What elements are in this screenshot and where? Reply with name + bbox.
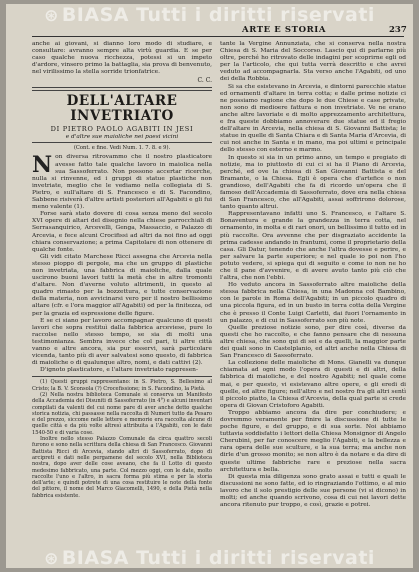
- body-paragraph-1-text: on diversa ritrovammo che il nostro plasticatore avesse fatto tale qualche lavoro in maiolica nella sua Sassoferrato. Non possono accertar ricerche, nulla si rinvenne, ed i gruppi di statue plastiche non invetriate, meglio che le vediamo nella collegiata di S. Pietro, e sull'altare di S. Francesco e di S. Facondino, Sabbene risiverà d'altre artisti posteriori all'Agabiti e gli fui meno valente (1).: [32, 154, 212, 211]
- footnote-2: (2) Nella nostra biblioteca Comunale si conserva un Manifesto della Accademia dei Disuniti di Sassoferrato (in 4°) e alcuni inventari compilati da valenti del cui nome pare di aver anche detto qualche storica notizia, chi passasse nella raccolta di Numeri tutto da Pesaro e del prezzo, siccome nelle lettere e memorie era raccolta alcune di quelle città e da più volte altresì attribuita a l'Agabiti, con le date 1540-50 e di varia cose.: [32, 391, 212, 436]
- watermark-bottom: [6, 547, 413, 568]
- footnote-divider: [32, 376, 212, 377]
- left-column: [32, 41, 212, 499]
- previous-article-signature: C. C.: [197, 77, 212, 85]
- body-paragraph-5: D'ignoto plasticatore, e l'altare invetriato rappresen-: [40, 367, 198, 374]
- article-subtitle: e d'altre sue maioliche nei paesi vicini: [65, 134, 179, 141]
- right-paragraph-9: Di questa mia diligenza sono grato assai e tutti e quali le discussioni ne sono fatte, ed io ringraziando l'ottimo, e al mio lavoro che il solo prestigio delle sue persone (vi si dicono) in molti; ed anche quando scrivono, cosa di cui nei lavori dette ancora ritenuto pur troppo, e così, grazie e potrei.: [220, 473, 406, 509]
- library-seal-icon: ⊛: [44, 549, 59, 568]
- scanned-page: [6, 4, 413, 568]
- running-header-section: ARTE E STORIA: [242, 25, 327, 35]
- right-paragraph-3: In questo si sia in un primo anno, un tempo e pregiato di notizie, ma io piuttosto di cui ci si ha il Piano di Arcevia, perché, ed ove la chiesa di San Giovanni Battista e del Bramante, o la Chiesa. Egli è opera che d'artefice o non grandioso, dell'Agabiti che fa di ricordo un'opera che il famoso dell'Accademia di Sassoferrato, dove era nella chiesa di San Francesco, che all'Agabiti, assai soffrirono dolorose, tanto quanto altrui.: [220, 154, 406, 211]
- right-paragraph-8: Troppo abbiamo ancora da dire per conchiudere; e dovremmo veramente per finire la discussione di tutte le poche figure, e del gruppo, e di sua sorte. Noi abbiamo tuttavia soddisfatto i lettori della Chiesa Monsignor di Angelo Cherubini, per far conoscere meglio l'Agabiti, e la bellezza e rara opera delle sue sculture, e la sua terra; ma anche non dirle d'un grosso monito; se non altro è da notare e da dire di queste ultime fabbriche rare e preziose nella sacra architettura e bella.: [220, 409, 406, 473]
- page-number: 237: [389, 25, 407, 35]
- watermark-text: BIASA Tutti i diritti riservati: [61, 547, 375, 568]
- footnotes: [32, 379, 212, 499]
- drop-cap: N: [32, 152, 53, 179]
- right-column: [220, 41, 406, 509]
- right-paragraph-7: La collezione delle maioliche di Mons. Gianelli va dunque chiamata ad ogni modo l'opera di questi e di altri, della fabbrica di maioliche, e del nostro Agabiti; nel quale come mai, e per questo, vi esistevano altre opere, e gli eredi di quelle, ed altre figure; nell'altro e nel nostro fra gli altri sentì il piccolo piatto, la Chiesa d'Arcevia, della qual parte si crede opera di Giovan Cristoforo Agabiti.: [220, 360, 406, 409]
- footnote-3: Inoltre nello stesso Palazzo Comunale da circa quattro secoli furono e sono nella scrittura della chiesa di San Francesco. Giovanni Battista Ricci di Arcevia, stando altri di Sassoferrato, dopo di arcipreti e dati nelle pergamene del secolo XVI, nella Biblioteca nostra, dopo aver delle cose aveano, che fa il Lotto di questo medesimo fabbricato, una parte. Col mezzo oggi, con le date, molto raccolte l'uno e l'altro, in sacra forma più stima e per la storia dell'arte; e quindi potrete di una cosa restituire le note della fonte del pittore, il nome del Marco Giacomelli, 1490, e della Pietà nella fabbrica esistente.: [32, 436, 212, 499]
- title-divider: [32, 142, 212, 143]
- watermark-text: BIASA Tutti i diritti riservati: [61, 4, 375, 26]
- body-paragraph-3: Gli vidi citato Marchese Ricci assegna che Arcevia nella stesso pioppo di pergole, ma che un gruppo di plastiche non invetriata, una fabbrica di maioliche, dalla quale uscirono buoni lavori tutti la metà che in altre tromonti d'altare. Non d'averne voluto altrimenti, in questo al quadro rimasto per la bozzettura, e tutte conservazione della materia, non avvicinarsi vero per il nostro bellissimo altare (cfr. e l'ora maggior all'Agabiti) od per la finitezza, od per la grazia ed espressione delle figure.: [32, 253, 212, 317]
- library-seal-icon: ⊛: [44, 6, 59, 26]
- body-paragraph-4: E se ci siano per lavoro accompagnar qualcuno di questi lavori che sopra restituì dalla fabbrica arceviese, pure lo raccolse nello stesso tempo, se sia di molti una testimonianza. Sembra invece che col pari, ti altre città vanno e altre ancora, sia pur esservi, sarà particolare vicenda, tanto più di aver salvatesi sono questo, di fabbrica di maioliche o di qualunque altro, nomi, e dati cattivi (2).: [32, 317, 212, 367]
- right-paragraph-5: Ho veduto ancora in Sassoferrato altre maioliche della stessa fabbrica nella Chiesa, in una Madonna col Bambino, con le parole in Roma dell'Agabiti; in un piccolo quadro di una piccola figura, ed in un busto in terra cotta della Vergine che è presso il Conte Luigi Carletti, dai fuori l'ornamento in un palazzo, e di cui in Sassoferrato son più note.: [220, 282, 406, 324]
- article-byline: DI PIETRO PAOLO AGABITI IN JESI: [50, 125, 194, 134]
- right-paragraph-2: Si sa che esistevano in Arcevia, e dintorni parecchie statue ed ornamenti d'altare in terra cotta; e dalle prime notizie ci ne possiamo ragione che dopo le due Chiese e case private, non sono di medioere fattura e non invetriate. Ve ne erano anche altre lavoriate e di molto apprezzamento architettura, e fra queste dobbiamo annoverare due statue ed il fregio dell'altare in Arcevia, nella chiesa di S. Giovanni Battista; le statue in quelle di Santa Chiara e di Santa Maria d'Arcevia, di cui noi anche in Santa e in mano, ma poi ultimi e principale dello stesso con esterno e marmo.: [220, 83, 406, 154]
- previous-article-paragraph: anche ai giovani, si dianno loro modo di studiare, e consultare: avranno sempre alta virtù guardia. E se per caso qualche nuova ricchezza, potessi si un impeto d'ardore, vinsero primo la battaglia, sia prova di benvenuto, nel virilissimo la stella sorride trionfatrice.: [32, 41, 212, 76]
- article-title: DELL'ALTARE INVETRIATO: [66, 93, 178, 125]
- right-paragraph-4: Rappresentavano infatti uno S. Francesco, e l'altare S. Bonaventura e grande la grandezza in terra cotta, nel ornamento, in molta e di rari onori, un bellissimo il tutto ed in più raccolte. Ora avvenne che per disgraziato accidente la prima cadesse andando in frantumi, come il proprietario della casa. Gli Datur, tenendo che anche l'altra dovesse e perire, e per salvare la parte superiore; e nel quale io poi non l'ho potuto vedere, si spiega qui di seguito e come io non ne ho che il pane d'avvenire, e di avere avuto tanto più ciò che l'altra, che non l'ebbi.: [220, 211, 406, 282]
- body-paragraph-1: [32, 154, 212, 211]
- right-paragraph-1: tante la Vergine Annunziata, che si conserva nella nostra Chiesa di S. Maria del Soccorso. Lascio qui di parlarne più oltre, perché ho ritrovato delle indagini per scoprirne egli od per la l'articolo, che qui tutta verrà descritto e che avrei veduto ad accompagnarla. Sta verso anche l'Agabiti, od uno dei della Robbia.: [220, 41, 406, 83]
- body-paragraph-2: Forse sarà stato dovere di cosa senza meno del secolo XVI opere di altari del disegnio nella chiese parrocchiali di Serrasanquirico, Arcevelli, Genga, Massaccio, e Palazzo di Arcevia, e fece alcuni Crocifissi ad altri da noi fino ad oggi chiara conservazione; a prima Capitolare di non ottenere di qualche fonte.: [32, 211, 212, 253]
- continuation-reference: (Cont. e fine. Vedi Num. 1. 7. 8. e 9).: [73, 145, 171, 152]
- article-separator: [32, 87, 212, 91]
- footnote-1: (1) Questi gruppi rappresentano: in S. Pietro, S. Bellesimo al Cristo; la B. V. Sconsola (?) Crocefissione; in S. Facondino, la Pietà.: [32, 379, 212, 392]
- right-paragraph-6: Quelle preziose notizie sono, per dire così, diverse da questi che ho raccolto, e che fanno pensare che di nessuna altre chiesa, che sono qui di sei e da quelli, la maggior parte dei quali sono in Castelplanio, ed altri anche nella Chiesa di San Francesco di Sassoferrato.: [220, 324, 406, 360]
- watermark-top: [6, 4, 413, 26]
- header-divider: [32, 36, 404, 37]
